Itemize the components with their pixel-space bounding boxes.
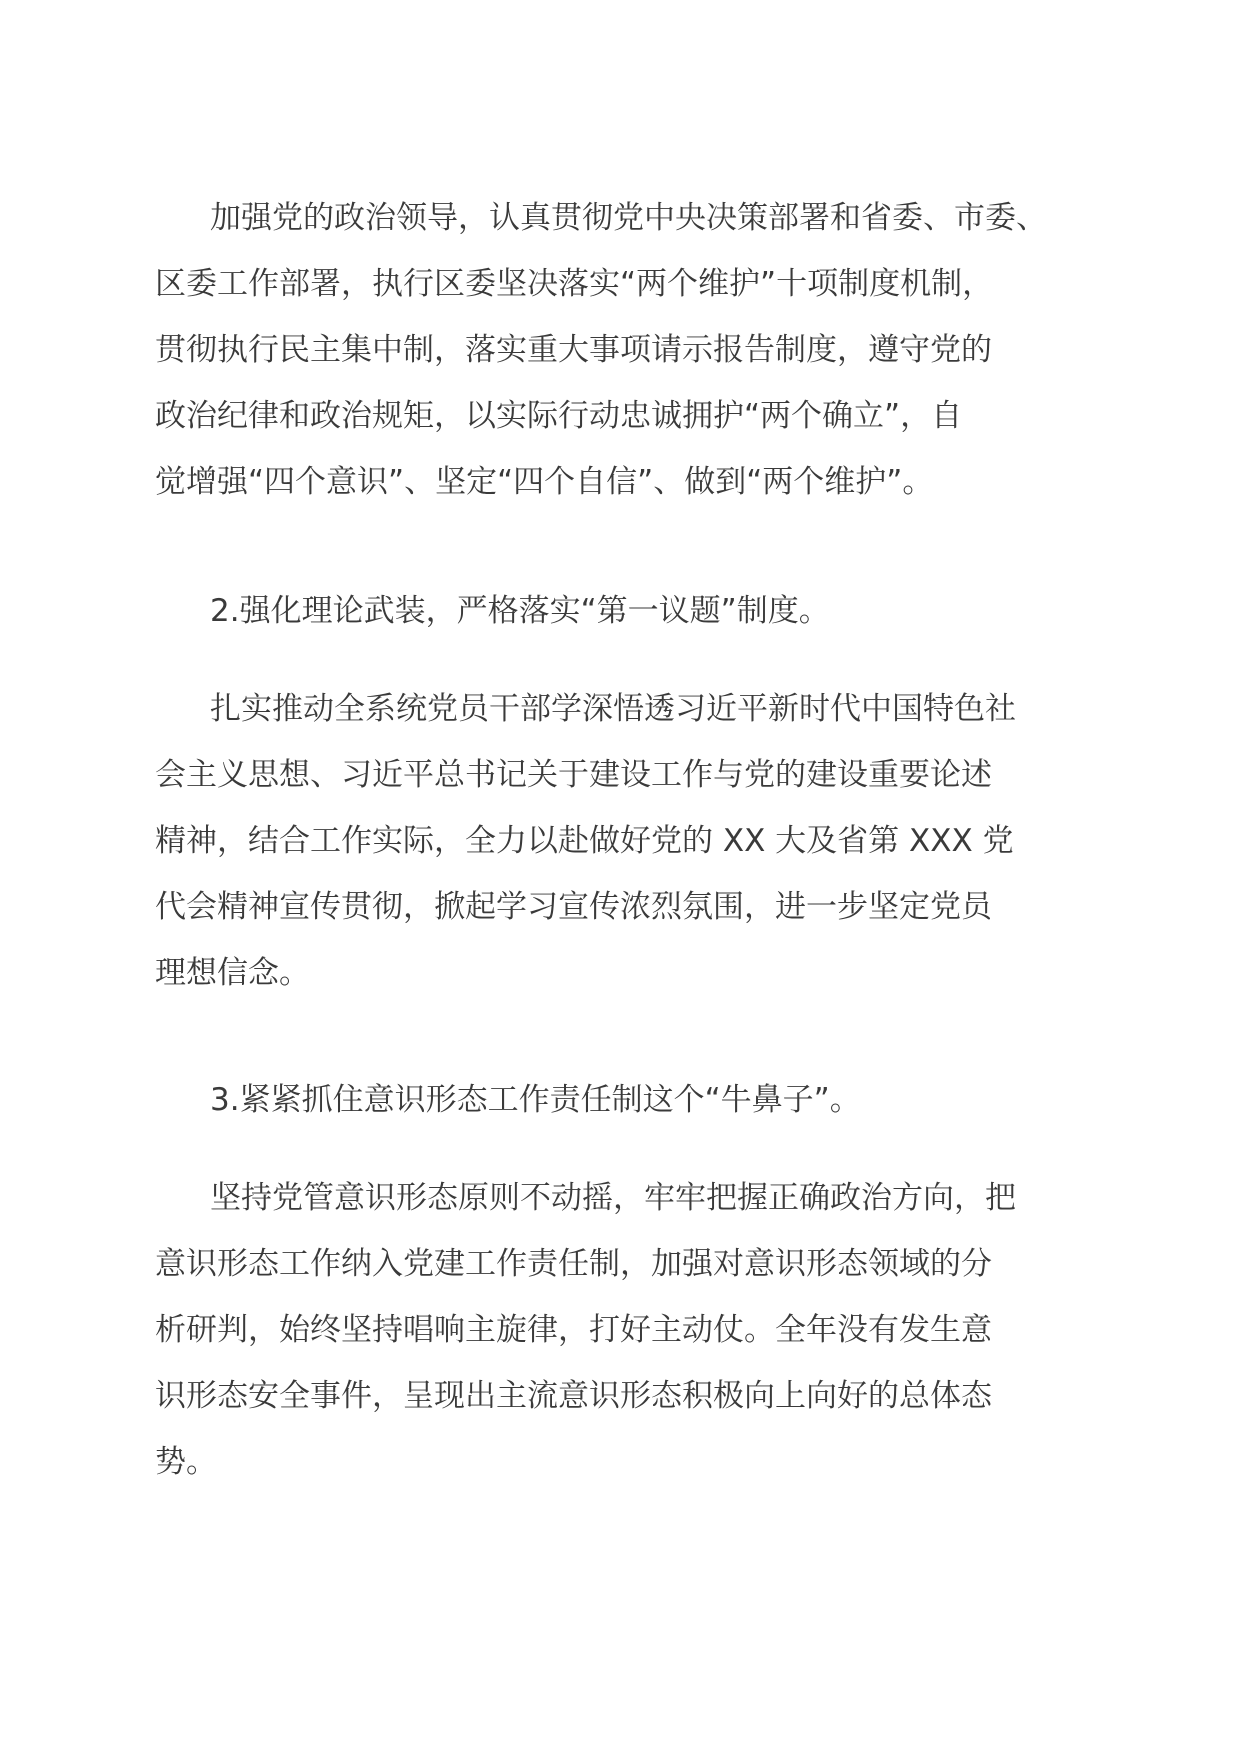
text-line: 区委工作部署，执行区委坚决落实“两个维护”十项制度机制，	[155, 266, 994, 302]
text-line: 意识形态工作纳入党建工作责任制，加强对意识形态领域的分	[155, 1246, 992, 1282]
paragraph-ideology-work	[155, 1165, 1016, 1495]
text-line: 贯彻执行民主集中制，落实重大事项请示报告制度，遵守党的	[155, 332, 992, 368]
text-line: 理想信念。	[155, 955, 310, 991]
text-line: 觉增强“四个意识”、坚定“四个自信”、做到“两个维护”。	[155, 464, 934, 500]
heading-text: 3.紧紧抓住意识形态工作责任制这个“牛鼻子”。	[210, 1082, 861, 1118]
section-heading-3	[155, 1067, 861, 1133]
text-line: 析研判，始终坚持唱响主旋律，打好主动仗。全年没有发生意	[155, 1312, 992, 1348]
text-line: 代会精神宣传贯彻，掀起学习宣传浓烈氛围，进一步坚定党员	[155, 889, 992, 925]
heading-text: 2.强化理论武装，严格落实“第一议题”制度。	[210, 593, 830, 629]
text-line: 势。	[155, 1444, 217, 1480]
text-line: 识形态安全事件，呈现出主流意识形态积极向上向好的总体态	[155, 1378, 992, 1414]
text-line: 加强党的政治领导，认真贯彻党中央决策部署和省委、市委、	[210, 200, 1047, 236]
section-heading-2	[155, 578, 830, 644]
paragraph-theory-study	[155, 676, 1016, 1006]
text-line: 扎实推动全系统党员干部学深悟透习近平新时代中国特色社	[210, 691, 1016, 727]
text-line: 坚持党管意识形态原则不动摇，牢牢把握正确政治方向，把	[210, 1180, 1016, 1216]
text-line: 会主义思想、习近平总书记关于建设工作与党的建设重要论述	[155, 757, 992, 793]
paragraph-political-leadership	[155, 185, 1047, 515]
text-line: 政治纪律和政治规矩，以实际行动忠诚拥护“两个确立”，自	[155, 398, 963, 434]
text-line: 精神，结合工作实际，全力以赴做好党的 XX 大及省第 XXX 党	[155, 823, 1014, 859]
